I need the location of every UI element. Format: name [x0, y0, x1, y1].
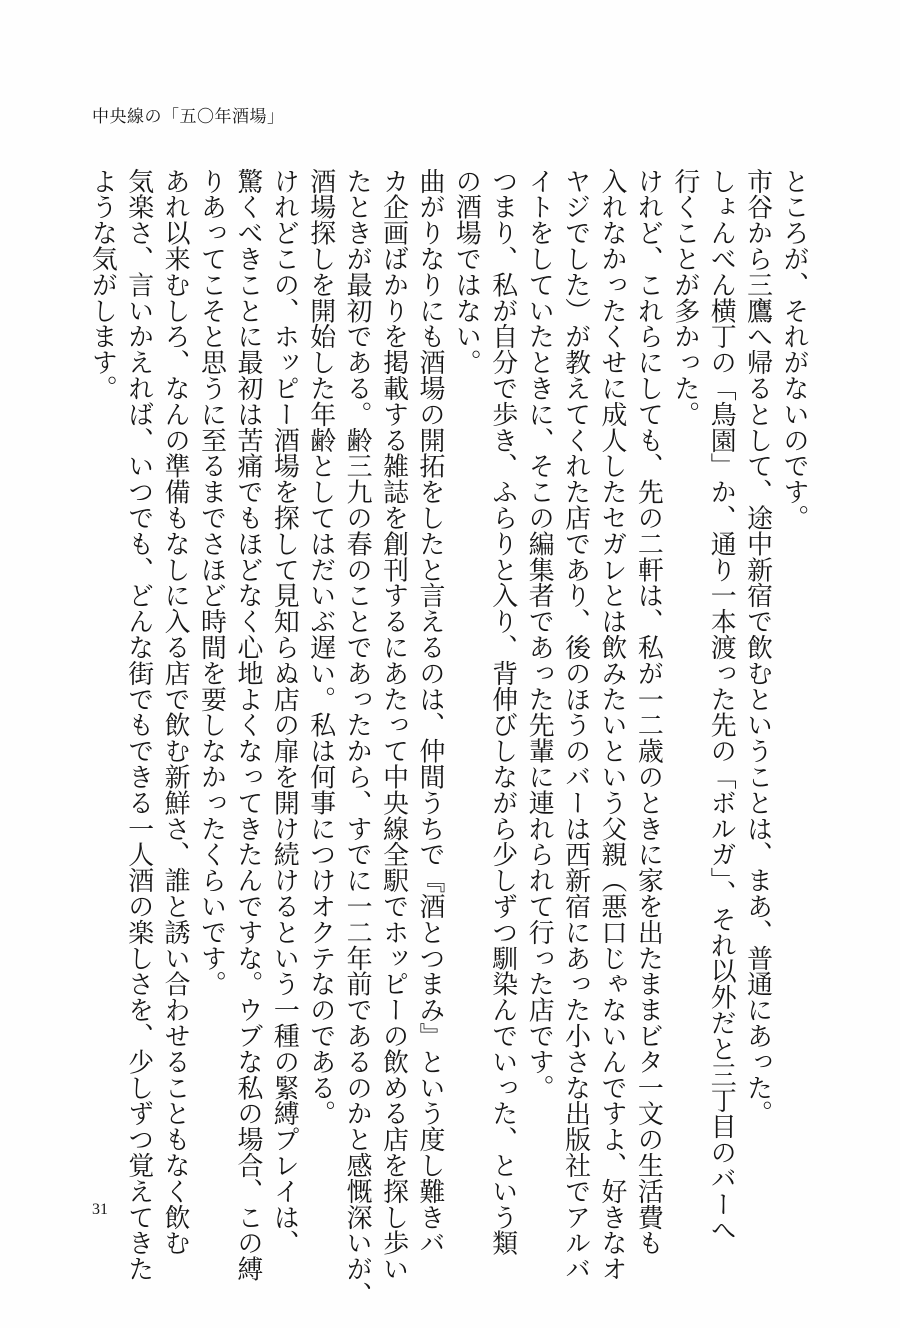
text-line: けれど、これらにしても、先の二軒は、私が一二歳のときに家を出たままビタ一文の生活費も — [633, 168, 664, 1256]
text-line: つまり、私が自分で歩き、ふらりと入り、背伸びしながら少しずつ馴染んでいった、という類 — [487, 168, 518, 1256]
text-line: りあってこそと思うに至るまでさほど時間を要しなかったくらいです。 — [196, 168, 227, 997]
text-line: あれ以来むしろ、なんの準備もなしに入る店で飲む新鮮さ、誰と誘い合わせることもなく飲む — [160, 168, 191, 1256]
text-line: 気楽さ、言いかえれば、いつでも、どんな街でもできる一人酒の楽しさを、少しずつ覚えてきた — [123, 168, 154, 1282]
text-line: ヤジでした）が教えてくれた店であり、後のほうのバーは西新宿にあった小さな出版社でアルバ — [560, 168, 591, 1282]
text-line: イトをしていたときに、そこの編集者であった先輩に連れられて行った店です。 — [524, 168, 555, 1101]
text-line: 曲がりなりにも酒場の開拓をしたと言えるのは、仲間うちで『酒とつまみ』という度し難きバ — [414, 168, 445, 1256]
text-line: たときが最初である。齢三九の春のことであったから、すでに一二年前であるのかと感慨深いが、 — [342, 168, 373, 1308]
text-line: 行くことが多かった。 — [669, 168, 700, 427]
text-line: カ企画ばかりを掲載する雑誌を創刊するにあたって中央線全駅でホッピーの飲める店を探し歩い — [378, 168, 409, 1282]
running-head: 中央線の「五〇年酒場」 — [92, 107, 285, 127]
text-line: しょんべん横丁の「鳥園」か、通り一本渡った先の「ボルガ」、それ以外だと三丁目のバーへ — [706, 168, 737, 1243]
text-line: の酒場ではない。 — [451, 168, 482, 376]
text-line: 市谷から三鷹へ帰るとして、途中新宿で飲むということは、まあ、普通にあった。 — [742, 168, 773, 1127]
text-line: けれどこの、ホッピー酒場を探して見知らぬ店の扉を開け続けるという一種の緊縛プレイは、 — [269, 168, 300, 1256]
page-number: 31 — [92, 1201, 108, 1218]
text-line: ところが、それがないのです。 — [779, 168, 809, 531]
text-line: 入れなかったくせに成人したセガレとは飲みたいという父親（悪口じゃないんですよ、好きなオ — [596, 168, 627, 1282]
text-line: 驚くべきことに最初は苦痛でもほどなく心地よくなってきたんですな。ウブな私の場合、この縛 — [232, 168, 263, 1282]
text-line: ような気がします。 — [87, 168, 118, 402]
text-line: 酒場探しを開始した年齢としてはだいぶ遅い。私は何事につけオクテなのである。 — [305, 168, 336, 1127]
